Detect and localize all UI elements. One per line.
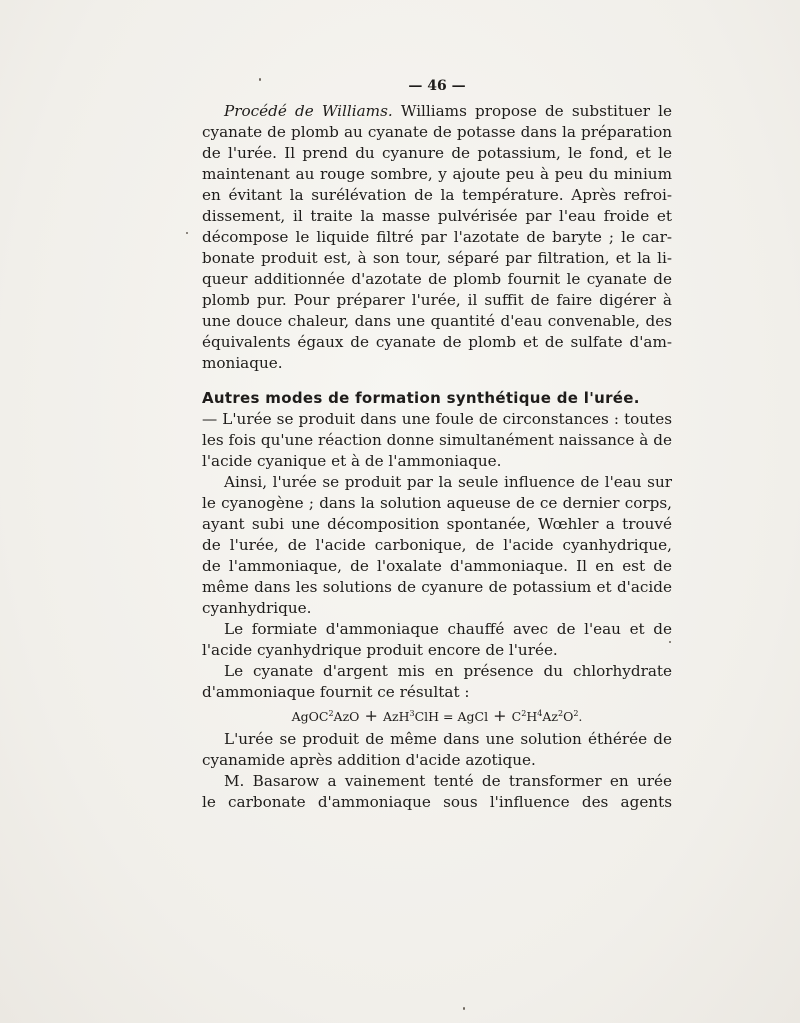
procedure-title: Procédé de Williams. [224,102,393,120]
text-line: en évitant la surélévation de la température. Après refroi- [202,186,672,204]
text-line: — L'urée se produit dans une foule de circonstances : toutes [202,410,672,428]
text-line: maintenant au rouge sombre, y ajoute peu à peu du minium [202,165,672,183]
paper-speck [463,1007,465,1010]
text-line: le cyanogène ; dans la solution aqueuse de ce dernier corps, [202,494,672,512]
text-line: plomb pur. Pour préparer l'urée, il suffit de faire digérer à [202,291,672,309]
text-line: équivalents égaux de cyanate de plomb et de sulfate d'am- [202,333,672,351]
paper-speck [669,641,671,643]
text-line: cyanamide après addition d'acide azotique. [202,751,536,769]
chemical-equation: AgOC$^2$AzO + AzH$^3$ClH = AgCl + $C^2H^4Az^2O^2$. [291,706,583,725]
text-line: L'urée se produit de même dans une solution éthérée de [224,730,672,748]
text-line: de l'urée, de l'acide carbonique, de l'acide cyanhydrique, [202,536,672,554]
text-line: d'ammoniaque fournit ce résultat : [202,683,470,701]
text-line: de l'urée. Il prend du cyanure de potassium, le fond, et le [202,144,672,162]
paper-speck [259,78,261,81]
text-line: l'acide cyanhydrique produit encore de l'urée. [202,641,558,659]
text-line: décompose le liquide filtré par l'azotate de baryte ; le car- [202,228,672,246]
text-line: dissement, il traite la masse pulvérisée par l'eau froide et [202,207,672,225]
text-line: moniaque. [202,354,283,372]
text-line: Procédé de Williams. Williams propose de substituer le [202,101,672,122]
text-line: M. Basarow a vainement tenté de transformer en urée [224,772,672,790]
text-line: queur additionnée d'azotate de plomb fournit le cyanate de [202,270,672,288]
text-line: cyanhydrique. [202,599,312,617]
text-line: le carbonate d'ammoniaque sous l'influence des agents [202,793,672,811]
text-line: les fois qu'une réaction donne simultanément naissance à de [202,431,672,449]
text-line: même dans les solutions de cyanure de potassium et d'acide [202,578,672,596]
text-line: Le formiate d'ammoniaque chauffé avec de l'eau et de [224,620,672,638]
text-line: l'acide cyanique et à de l'ammoniaque. [202,452,502,470]
page-text [202,76,672,813]
text-line: Le cyanate d'argent mis en présence du chlorhydrate [224,662,672,680]
page-number: — 46 — [408,78,466,94]
text-line: Ainsi, l'urée se produit par la seule influence de l'eau sur [224,473,672,491]
text-line: une douce chaleur, dans une quantité d'eau convenable, des [202,312,672,330]
section-heading: Autres modes de formation synthétique de l'urée. [202,389,640,407]
text-line: ayant subi une décomposition spontanée, Wœhler a trouvé [202,515,672,533]
text-line: bonate produit est, à son tour, séparé par filtration, et la li- [202,249,672,267]
text-line: cyanate de plomb au cyanate de potasse dans la préparation [202,123,672,141]
paragraph-gap [202,374,672,388]
text-line: de l'ammoniaque, de l'oxalate d'ammoniaque. Il en est de [202,557,672,575]
paper-speck [186,232,188,234]
